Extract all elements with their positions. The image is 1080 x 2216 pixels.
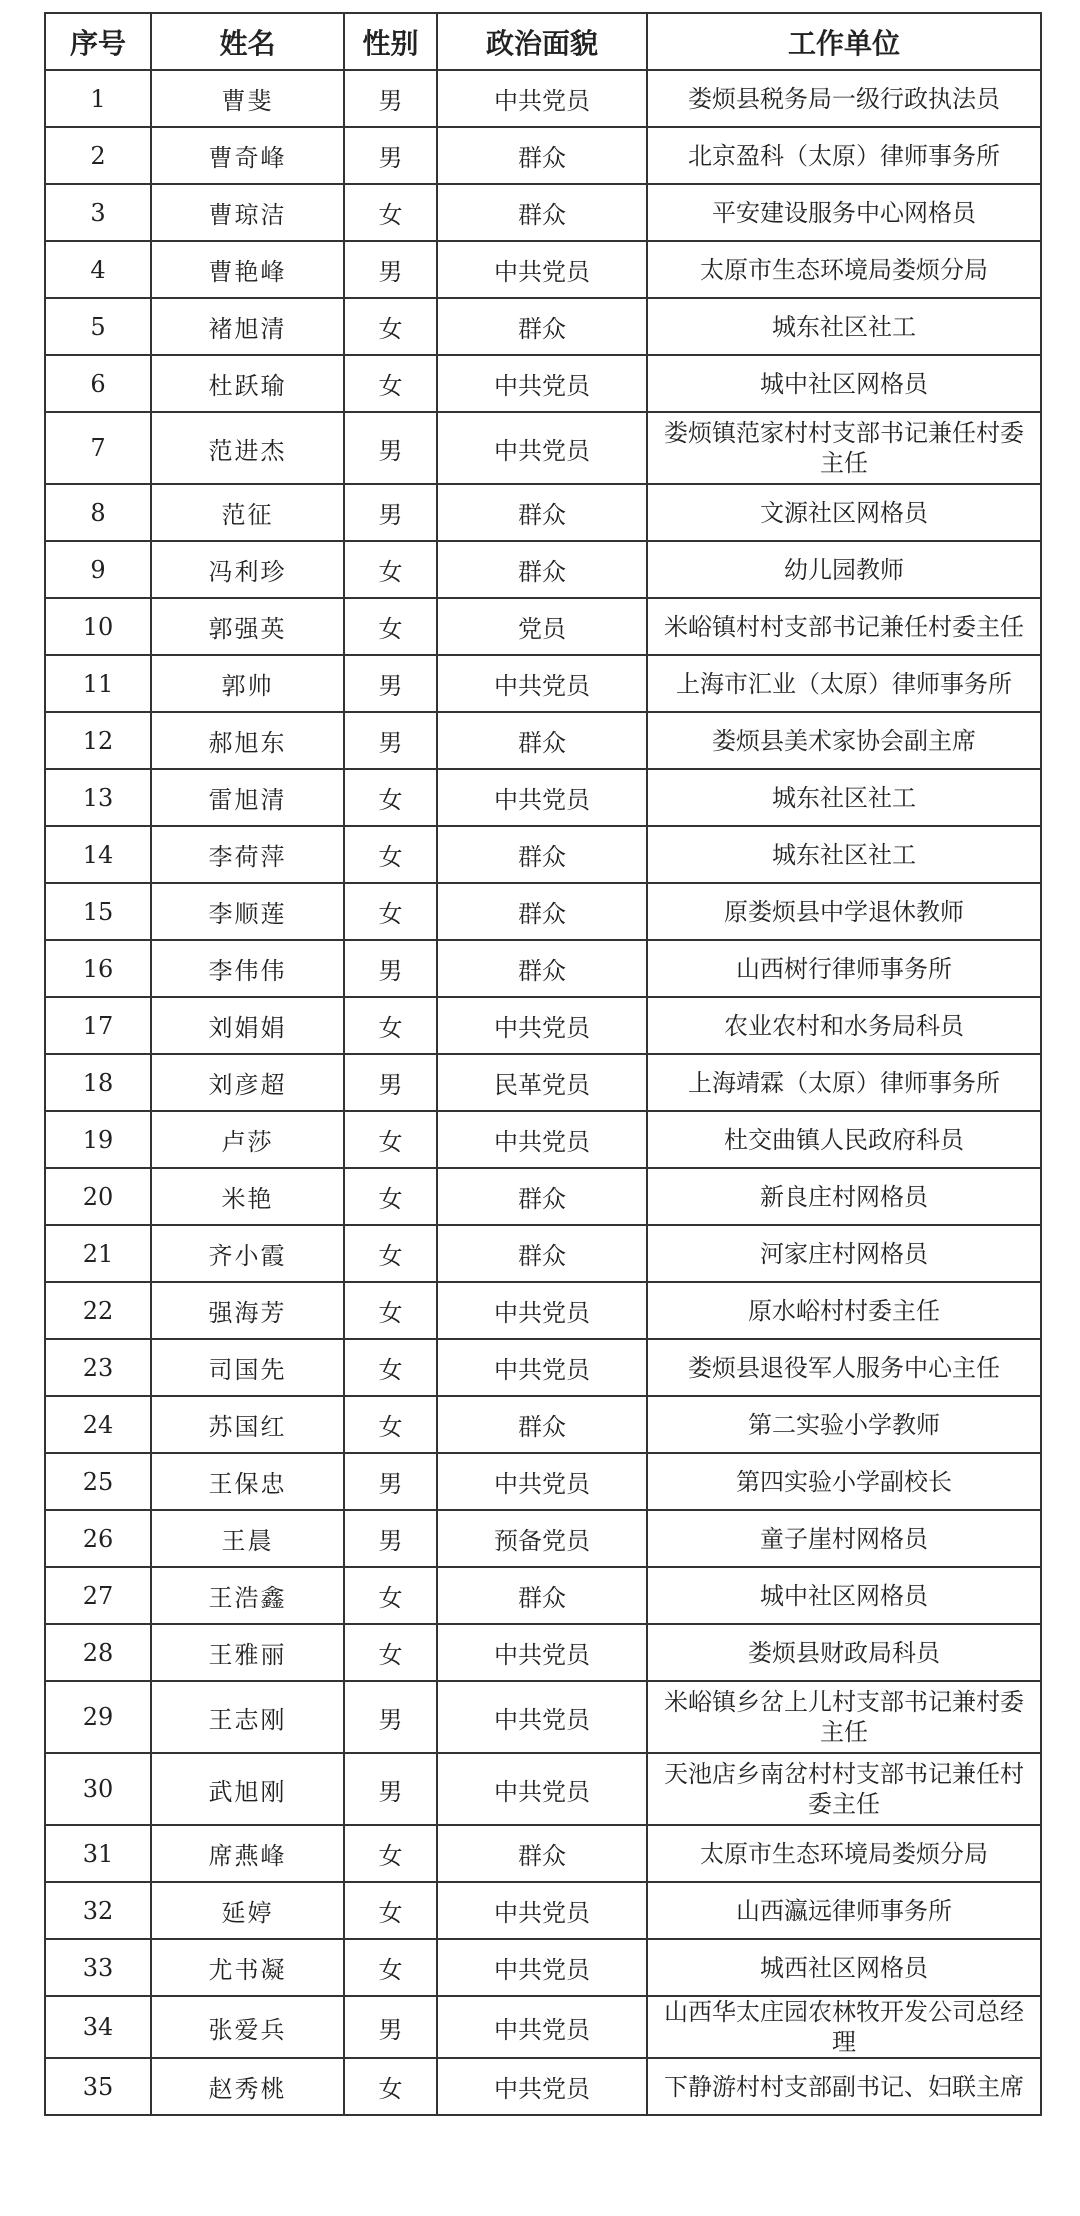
table-row xyxy=(45,997,1041,1054)
cell-gender: 女 xyxy=(344,997,437,1054)
cell-gender: 男 xyxy=(344,412,437,484)
table-row xyxy=(45,1681,1041,1753)
cell-name: 武旭刚 xyxy=(151,1753,344,1825)
cell-political-status: 群众 xyxy=(437,484,647,541)
cell-gender: 女 xyxy=(344,1567,437,1624)
table-row xyxy=(45,1939,1041,1996)
cell-political-status: 群众 xyxy=(437,940,647,997)
table-row xyxy=(45,1567,1041,1624)
roster-table xyxy=(44,12,1042,2116)
header-gender: 性别 xyxy=(344,13,437,70)
cell-name: 范征 xyxy=(151,484,344,541)
cell-number: 34 xyxy=(45,1996,151,2058)
cell-work-unit: 上海靖霖（太原）律师事务所 xyxy=(647,1054,1041,1111)
table-row xyxy=(45,184,1041,241)
cell-work-unit: 文源社区网格员 xyxy=(647,484,1041,541)
table-row xyxy=(45,1624,1041,1681)
table-row xyxy=(45,1825,1041,1882)
cell-political-status: 群众 xyxy=(437,1396,647,1453)
cell-number: 33 xyxy=(45,1939,151,1996)
cell-work-unit: 城东社区社工 xyxy=(647,769,1041,826)
table-row xyxy=(45,484,1041,541)
cell-political-status: 中共党员 xyxy=(437,1681,647,1753)
cell-work-unit: 农业农村和水务局科员 xyxy=(647,997,1041,1054)
cell-gender: 男 xyxy=(344,940,437,997)
cell-name: 杜跃瑜 xyxy=(151,355,344,412)
cell-gender: 男 xyxy=(344,1996,437,2058)
cell-political-status: 中共党员 xyxy=(437,1882,647,1939)
cell-gender: 女 xyxy=(344,355,437,412)
cell-gender: 女 xyxy=(344,1282,437,1339)
cell-name: 米艳 xyxy=(151,1168,344,1225)
cell-work-unit: 第四实验小学副校长 xyxy=(647,1453,1041,1510)
table-row xyxy=(45,1339,1041,1396)
cell-number: 13 xyxy=(45,769,151,826)
cell-work-unit: 城中社区网格员 xyxy=(647,1567,1041,1624)
cell-gender: 男 xyxy=(344,1453,437,1510)
cell-number: 17 xyxy=(45,997,151,1054)
cell-political-status: 群众 xyxy=(437,127,647,184)
table-row xyxy=(45,1396,1041,1453)
table-row xyxy=(45,241,1041,298)
cell-political-status: 预备党员 xyxy=(437,1510,647,1567)
table-row xyxy=(45,655,1041,712)
cell-work-unit: 平安建设服务中心网格员 xyxy=(647,184,1041,241)
cell-work-unit: 河家庄村网格员 xyxy=(647,1225,1041,1282)
cell-work-unit: 城东社区社工 xyxy=(647,826,1041,883)
cell-number: 20 xyxy=(45,1168,151,1225)
cell-number: 3 xyxy=(45,184,151,241)
cell-name: 刘娟娟 xyxy=(151,997,344,1054)
cell-gender: 男 xyxy=(344,127,437,184)
table-row xyxy=(45,1282,1041,1339)
table-row xyxy=(45,1996,1041,2058)
cell-number: 21 xyxy=(45,1225,151,1282)
cell-number: 18 xyxy=(45,1054,151,1111)
cell-name: 李伟伟 xyxy=(151,940,344,997)
cell-work-unit: 山西树行律师事务所 xyxy=(647,940,1041,997)
header-name: 姓名 xyxy=(151,13,344,70)
cell-name: 曹艳峰 xyxy=(151,241,344,298)
cell-gender: 女 xyxy=(344,1825,437,1882)
cell-gender: 男 xyxy=(344,712,437,769)
cell-name: 曹斐 xyxy=(151,70,344,127)
cell-political-status: 中共党员 xyxy=(437,1282,647,1339)
table-row xyxy=(45,1111,1041,1168)
cell-name: 李顺莲 xyxy=(151,883,344,940)
cell-gender: 女 xyxy=(344,826,437,883)
cell-gender: 男 xyxy=(344,70,437,127)
cell-name: 张爱兵 xyxy=(151,1996,344,2058)
table-row xyxy=(45,355,1041,412)
cell-number: 30 xyxy=(45,1753,151,1825)
cell-number: 16 xyxy=(45,940,151,997)
cell-name: 郝旭东 xyxy=(151,712,344,769)
cell-gender: 女 xyxy=(344,2058,437,2115)
table-body xyxy=(45,70,1041,2115)
cell-gender: 女 xyxy=(344,598,437,655)
cell-political-status: 群众 xyxy=(437,1225,647,1282)
cell-gender: 女 xyxy=(344,1339,437,1396)
cell-work-unit: 原水峪村村委主任 xyxy=(647,1282,1041,1339)
cell-political-status: 中共党员 xyxy=(437,1624,647,1681)
cell-political-status: 民革党员 xyxy=(437,1054,647,1111)
cell-gender: 女 xyxy=(344,769,437,826)
table-row xyxy=(45,70,1041,127)
table-row xyxy=(45,826,1041,883)
cell-gender: 女 xyxy=(344,1111,437,1168)
cell-political-status: 群众 xyxy=(437,826,647,883)
cell-political-status: 群众 xyxy=(437,1567,647,1624)
cell-name: 范进杰 xyxy=(151,412,344,484)
cell-name: 赵秀桃 xyxy=(151,2058,344,2115)
table-header-row xyxy=(45,13,1041,70)
cell-number: 19 xyxy=(45,1111,151,1168)
cell-work-unit: 第二实验小学教师 xyxy=(647,1396,1041,1453)
table-row xyxy=(45,298,1041,355)
cell-political-status: 中共党员 xyxy=(437,2058,647,2115)
cell-name: 苏国红 xyxy=(151,1396,344,1453)
cell-political-status: 中共党员 xyxy=(437,1111,647,1168)
cell-gender: 男 xyxy=(344,1681,437,1753)
cell-gender: 男 xyxy=(344,1510,437,1567)
cell-political-status: 群众 xyxy=(437,1825,647,1882)
cell-work-unit: 娄烦县美术家协会副主席 xyxy=(647,712,1041,769)
cell-work-unit: 幼儿园教师 xyxy=(647,541,1041,598)
cell-work-unit: 城西社区网格员 xyxy=(647,1939,1041,1996)
table-row xyxy=(45,1453,1041,1510)
cell-name: 王晨 xyxy=(151,1510,344,1567)
cell-number: 22 xyxy=(45,1282,151,1339)
cell-name: 郭强英 xyxy=(151,598,344,655)
cell-political-status: 中共党员 xyxy=(437,655,647,712)
cell-work-unit: 娄烦县财政局科员 xyxy=(647,1624,1041,1681)
table-row xyxy=(45,883,1041,940)
cell-name: 卢莎 xyxy=(151,1111,344,1168)
cell-political-status: 群众 xyxy=(437,1168,647,1225)
cell-work-unit: 童子崖村网格员 xyxy=(647,1510,1041,1567)
table-row xyxy=(45,541,1041,598)
table-row xyxy=(45,127,1041,184)
cell-number: 35 xyxy=(45,2058,151,2115)
cell-political-status: 中共党员 xyxy=(437,70,647,127)
cell-work-unit: 太原市生态环境局娄烦分局 xyxy=(647,241,1041,298)
roster-table-container xyxy=(44,12,1040,2116)
cell-number: 10 xyxy=(45,598,151,655)
cell-number: 26 xyxy=(45,1510,151,1567)
cell-name: 王志刚 xyxy=(151,1681,344,1753)
cell-political-status: 群众 xyxy=(437,541,647,598)
cell-gender: 女 xyxy=(344,1168,437,1225)
cell-work-unit: 山西瀛远律师事务所 xyxy=(647,1882,1041,1939)
cell-gender: 男 xyxy=(344,484,437,541)
cell-gender: 女 xyxy=(344,1939,437,1996)
cell-number: 27 xyxy=(45,1567,151,1624)
cell-gender: 男 xyxy=(344,1753,437,1825)
cell-name: 郭帅 xyxy=(151,655,344,712)
cell-number: 11 xyxy=(45,655,151,712)
table-row xyxy=(45,712,1041,769)
table-row xyxy=(45,769,1041,826)
cell-gender: 女 xyxy=(344,1624,437,1681)
cell-number: 7 xyxy=(45,412,151,484)
cell-work-unit: 城东社区社工 xyxy=(647,298,1041,355)
cell-work-unit: 娄烦县退役军人服务中心主任 xyxy=(647,1339,1041,1396)
cell-number: 15 xyxy=(45,883,151,940)
table-row xyxy=(45,412,1041,484)
cell-gender: 女 xyxy=(344,298,437,355)
cell-work-unit: 天池店乡南岔村村支部书记兼任村委主任 xyxy=(647,1753,1041,1825)
cell-number: 24 xyxy=(45,1396,151,1453)
cell-number: 5 xyxy=(45,298,151,355)
cell-gender: 男 xyxy=(344,1054,437,1111)
table-row xyxy=(45,2058,1041,2115)
cell-number: 8 xyxy=(45,484,151,541)
cell-name: 齐小霞 xyxy=(151,1225,344,1282)
cell-gender: 女 xyxy=(344,184,437,241)
cell-political-status: 群众 xyxy=(437,712,647,769)
cell-work-unit: 娄烦镇范家村村支部书记兼任村委主任 xyxy=(647,412,1041,484)
cell-work-unit: 新良庄村网格员 xyxy=(647,1168,1041,1225)
cell-number: 28 xyxy=(45,1624,151,1681)
cell-gender: 男 xyxy=(344,655,437,712)
cell-name: 褚旭清 xyxy=(151,298,344,355)
cell-work-unit: 杜交曲镇人民政府科员 xyxy=(647,1111,1041,1168)
cell-political-status: 中共党员 xyxy=(437,1939,647,1996)
cell-number: 9 xyxy=(45,541,151,598)
cell-gender: 女 xyxy=(344,1396,437,1453)
cell-political-status: 中共党员 xyxy=(437,241,647,298)
cell-political-status: 中共党员 xyxy=(437,1453,647,1510)
cell-name: 延婷 xyxy=(151,1882,344,1939)
cell-name: 尤书凝 xyxy=(151,1939,344,1996)
cell-number: 25 xyxy=(45,1453,151,1510)
cell-name: 刘彦超 xyxy=(151,1054,344,1111)
cell-name: 强海芳 xyxy=(151,1282,344,1339)
cell-number: 31 xyxy=(45,1825,151,1882)
cell-number: 23 xyxy=(45,1339,151,1396)
table-row xyxy=(45,1225,1041,1282)
cell-name: 席燕峰 xyxy=(151,1825,344,1882)
table-row xyxy=(45,1054,1041,1111)
cell-number: 29 xyxy=(45,1681,151,1753)
table-row xyxy=(45,1510,1041,1567)
cell-work-unit: 北京盈科（太原）律师事务所 xyxy=(647,127,1041,184)
cell-gender: 女 xyxy=(344,883,437,940)
cell-name: 王雅丽 xyxy=(151,1624,344,1681)
cell-work-unit: 山西华太庄园农林牧开发公司总经理 xyxy=(647,1996,1041,2058)
table-row xyxy=(45,940,1041,997)
cell-political-status: 中共党员 xyxy=(437,1996,647,2058)
header-work-unit: 工作单位 xyxy=(647,13,1041,70)
table-row xyxy=(45,1168,1041,1225)
table-row xyxy=(45,1882,1041,1939)
cell-work-unit: 米峪镇村村支部书记兼任村委主任 xyxy=(647,598,1041,655)
cell-name: 司国先 xyxy=(151,1339,344,1396)
cell-political-status: 中共党员 xyxy=(437,997,647,1054)
cell-name: 王浩鑫 xyxy=(151,1567,344,1624)
cell-name: 曹琼洁 xyxy=(151,184,344,241)
cell-work-unit: 太原市生态环境局娄烦分局 xyxy=(647,1825,1041,1882)
cell-political-status: 群众 xyxy=(437,184,647,241)
cell-political-status: 中共党员 xyxy=(437,412,647,484)
cell-gender: 男 xyxy=(344,241,437,298)
cell-number: 2 xyxy=(45,127,151,184)
cell-political-status: 中共党员 xyxy=(437,355,647,412)
header-political-status: 政治面貌 xyxy=(437,13,647,70)
table-row xyxy=(45,1753,1041,1825)
cell-work-unit: 米峪镇乡岔上儿村支部书记兼村委主任 xyxy=(647,1681,1041,1753)
cell-number: 4 xyxy=(45,241,151,298)
cell-work-unit: 下静游村村支部副书记、妇联主席 xyxy=(647,2058,1041,2115)
cell-political-status: 党员 xyxy=(437,598,647,655)
cell-name: 曹奇峰 xyxy=(151,127,344,184)
cell-number: 6 xyxy=(45,355,151,412)
cell-political-status: 群众 xyxy=(437,298,647,355)
cell-political-status: 中共党员 xyxy=(437,769,647,826)
cell-number: 14 xyxy=(45,826,151,883)
table-row xyxy=(45,598,1041,655)
header-number: 序号 xyxy=(45,13,151,70)
cell-work-unit: 娄烦县税务局一级行政执法员 xyxy=(647,70,1041,127)
cell-gender: 女 xyxy=(344,1882,437,1939)
cell-gender: 女 xyxy=(344,1225,437,1282)
cell-work-unit: 城中社区网格员 xyxy=(647,355,1041,412)
cell-work-unit: 原娄烦县中学退休教师 xyxy=(647,883,1041,940)
cell-name: 王保忠 xyxy=(151,1453,344,1510)
cell-political-status: 中共党员 xyxy=(437,1339,647,1396)
cell-work-unit: 上海市汇业（太原）律师事务所 xyxy=(647,655,1041,712)
cell-political-status: 中共党员 xyxy=(437,1753,647,1825)
cell-name: 冯利珍 xyxy=(151,541,344,598)
cell-number: 32 xyxy=(45,1882,151,1939)
cell-number: 12 xyxy=(45,712,151,769)
cell-name: 雷旭清 xyxy=(151,769,344,826)
cell-political-status: 群众 xyxy=(437,883,647,940)
cell-name: 李荷萍 xyxy=(151,826,344,883)
cell-number: 1 xyxy=(45,70,151,127)
cell-gender: 女 xyxy=(344,541,437,598)
